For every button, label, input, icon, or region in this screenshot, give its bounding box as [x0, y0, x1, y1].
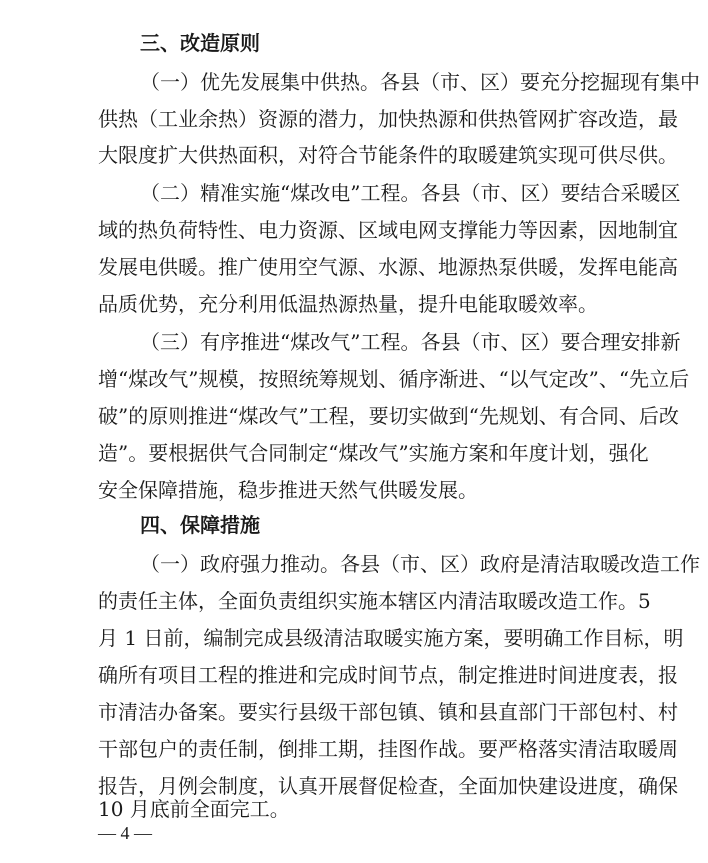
text-line: 报告，月例会制度，认真开展督促检查，全面加快建设进度，确保 — [98, 774, 678, 798]
text-line: 增“煤改气”规模，按照统筹规划、循序渐进、“以气定改”、“先立后 — [98, 367, 690, 391]
text-line: 品质优势，充分利用低温热源热量，提升电能取暖效率。 — [98, 292, 598, 316]
text-line: （三）有序推进“煤改气”工程。各县（市、区）要合理安排新 — [140, 330, 681, 354]
text-line: 市清洁办备案。要实行县级干部包镇、镇和县直部门干部包村、村 — [98, 700, 678, 724]
page-number: — 4 — — [98, 823, 152, 843]
text-line: 确所有项目工程的推进和完成时间节点，制定推进时间进度表，报 — [98, 663, 678, 687]
text-line: 供热（工业余热）资源的潜力，加快热源和供热管网扩容改造，最 — [98, 107, 678, 131]
section-heading-principles: 三、改造原则 — [140, 31, 260, 55]
text-line: 月 1 日前，编制完成县级清洁取暖实施方案，要明确工作目标，明 — [98, 626, 684, 650]
text-line: （一）优先发展集中供热。各县（市、区）要充分挖掘现有集中 — [140, 70, 700, 94]
text-line: （二）精准实施“煤改电”工程。各县（市、区）要结合采暖区 — [140, 181, 681, 205]
text-line: 发展电供暖。推广使用空气源、水源、地源热泵供暖，发挥电能高 — [98, 255, 678, 279]
text-line: 干部包户的责任制，倒排工期，挂图作战。要严格落实清洁取暖周 — [98, 737, 678, 761]
section-heading-measures: 四、保障措施 — [140, 513, 260, 537]
text-line: 大限度扩大供热面积，对符合节能条件的取暖建筑实现可供尽供。 — [98, 143, 678, 167]
text-line: 造”。要根据供气合同制定“煤改气”实施方案和年度计划，强化 — [98, 441, 649, 465]
text-line: 域的热负荷特性、电力资源、区域电网支撑能力等因素，因地制宜 — [98, 218, 678, 242]
text-line: 破”的原则推进“煤改气”工程，要切实做到“先规划、有合同、后改 — [98, 404, 679, 428]
text-line: （一）政府强力推动。各县（市、区）政府是清洁取暖改造工作 — [140, 552, 700, 576]
text-line: 安全保障措施，稳步推进天然气供暖发展。 — [98, 478, 478, 502]
text-line: 10 月底前全面完工。 — [98, 797, 290, 821]
text-line: 的责任主体，全面负责组织实施本辖区内清洁取暖改造工作。5 — [98, 589, 651, 613]
